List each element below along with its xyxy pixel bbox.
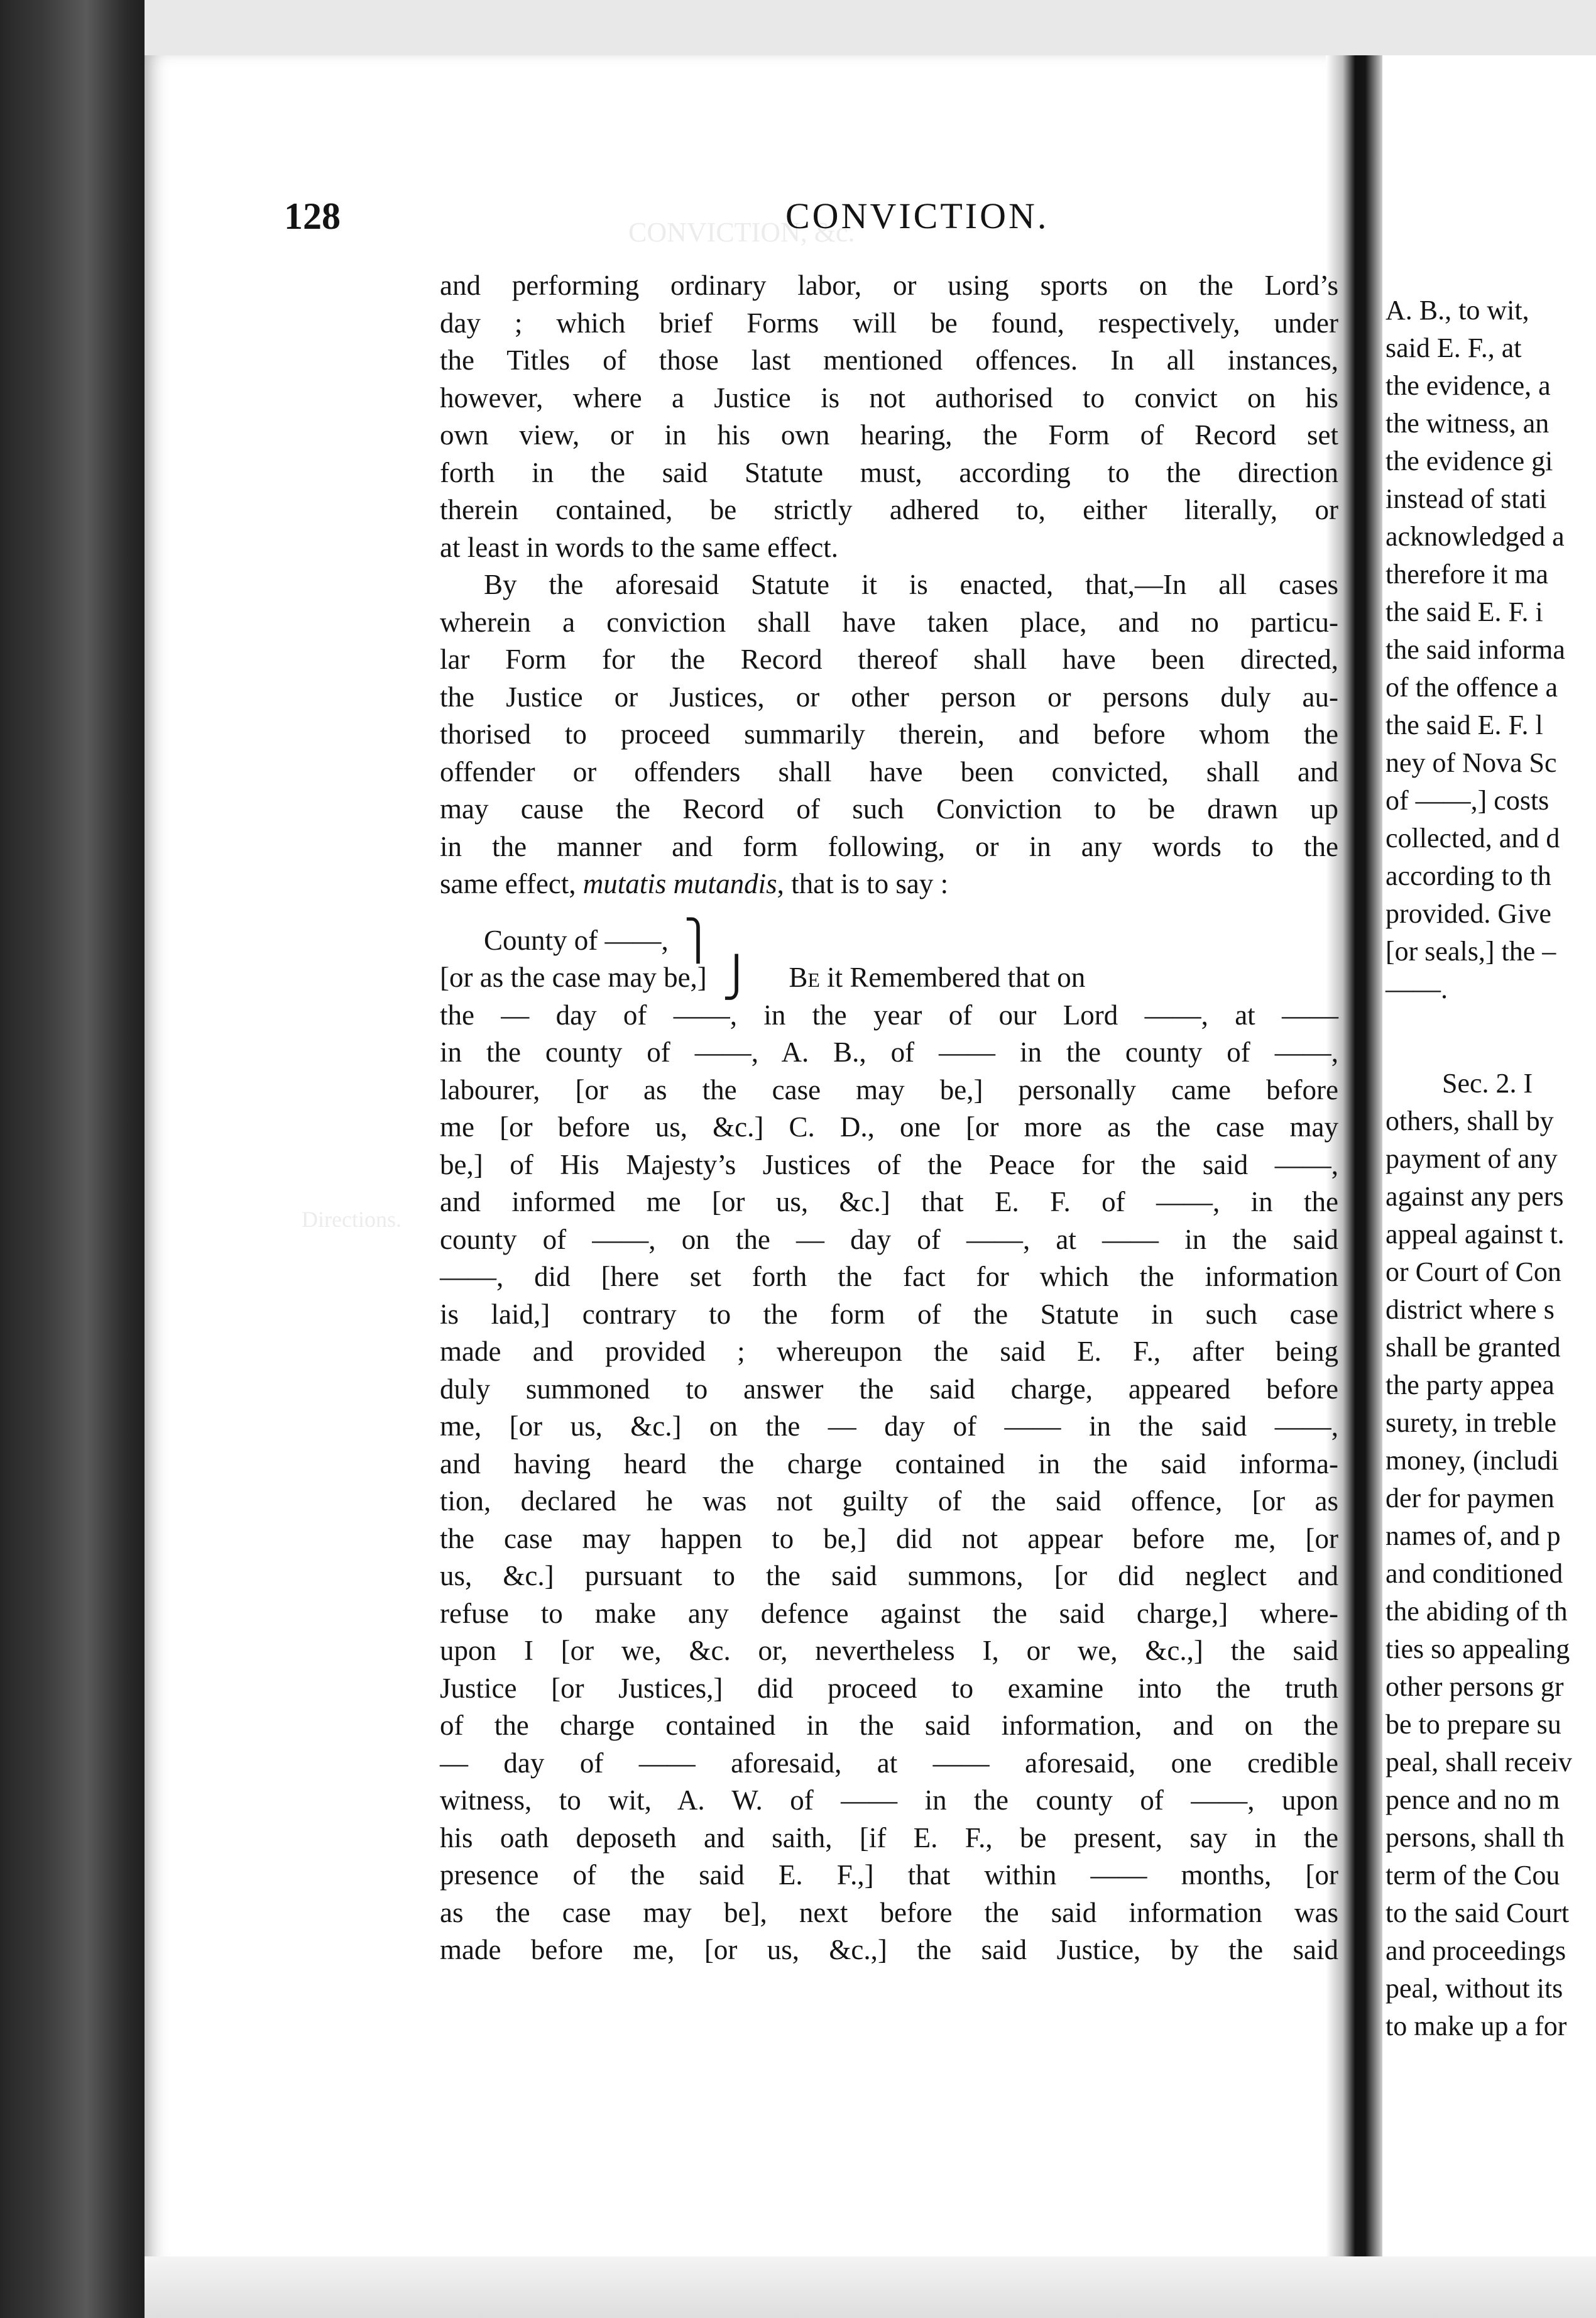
body-line: therein contained, be strictly adhered to, either literally, or xyxy=(440,494,1338,525)
right-line: according to th xyxy=(1386,860,1551,891)
body-line-start: same effect, xyxy=(440,868,583,899)
bleed-through-heading: CONVICTION, &c. xyxy=(628,217,855,248)
form-line: made before me, [or us, &c.,] the said Justice, by the said xyxy=(440,1934,1338,1965)
county-caption: County of ——, xyxy=(484,924,669,956)
body-line: may cause the Record of such Conviction to be drawn up xyxy=(440,793,1338,825)
form-line: is laid,] contrary to the form of the Statute in such case xyxy=(440,1298,1338,1330)
page-bottom-edge xyxy=(145,2256,1596,2318)
right-line: and proceedings xyxy=(1386,1935,1566,1966)
form-line: me [or before us, &c.] C. D., one [or more as the case may xyxy=(440,1111,1338,1143)
right-line: of ——,] costs xyxy=(1386,785,1550,816)
body-line: forth in the said Statute must, according to the direction xyxy=(440,456,1338,488)
body-line xyxy=(440,865,1338,903)
form-line: duly summoned to answer the said charge, appeared before xyxy=(440,1373,1338,1405)
form-line: the case may happen to be,] did not appear before me, [or xyxy=(440,1522,1338,1554)
body-line: and performing ordinary labor, or using sports on the Lord’s xyxy=(440,270,1338,301)
spacer xyxy=(1386,1008,1596,1065)
right-line: the party appea xyxy=(1386,1370,1555,1400)
body-line: thorised to proceed summarily therein, and before whom the xyxy=(440,718,1338,750)
form-line: ——, did [here set forth the fact for which the information xyxy=(440,1261,1338,1292)
right-line: names of, and p xyxy=(1386,1520,1561,1551)
right-line: acknowledged a xyxy=(1386,521,1565,552)
main-body-text xyxy=(440,267,1338,1969)
right-page-text xyxy=(1386,292,1596,2045)
right-line: to the said Court xyxy=(1386,1898,1570,1928)
form-line: made and provided ; whereupon the said E. F., after being xyxy=(440,1336,1338,1367)
right-line: to make up a for xyxy=(1386,2011,1567,2041)
body-line: at least in words to the same effect. xyxy=(440,531,838,563)
form-line: and having heard the charge contained in the said informa- xyxy=(440,1447,1338,1480)
right-line: ——. xyxy=(1386,974,1448,1004)
right-line: be to prepare su xyxy=(1386,1709,1561,1740)
right-line: said E. F., at xyxy=(1386,332,1522,363)
body-line: wherein a conviction shall have taken place, and no particu- xyxy=(440,606,1338,638)
right-line: ties so appealing xyxy=(1386,1634,1570,1664)
bleed-through-margin-note: Directions. xyxy=(302,1207,402,1232)
latin-phrase: mutatis mutandis xyxy=(582,868,777,899)
body-line: however, where a Justice is not authorised to convict on his xyxy=(440,382,1338,414)
right-line: collected, and d xyxy=(1386,823,1560,854)
case-caption: [or as the case may be,] xyxy=(440,962,707,993)
right-line: the said E. F. i xyxy=(1386,596,1543,627)
right-line: der for paymen xyxy=(1386,1483,1555,1513)
form-line: presence of the said E. F.,] that within —— months, [or xyxy=(440,1859,1338,1891)
right-line: money, (includi xyxy=(1386,1445,1559,1476)
right-line: instead of stati xyxy=(1386,483,1547,514)
right-line: appeal against t. xyxy=(1386,1219,1565,1250)
form-line: witness, to wit, A. W. of —— in the county of ——, upon xyxy=(440,1784,1338,1816)
form-line: in the county of ——, A. B., of —— in the county of ——, xyxy=(440,1036,1338,1068)
right-line: persons, shall th xyxy=(1386,1822,1565,1853)
form-line: tion, declared he was not guilty of the said offence, [or as xyxy=(440,1485,1338,1517)
right-line: the said informa xyxy=(1386,634,1565,665)
form-line: be,] of His Majesty’s Justices of the Peace for the said ——, xyxy=(440,1148,1338,1180)
form-line: upon I [or we, &c. or, nevertheless I, or we, &c.,] the said xyxy=(440,1635,1338,1666)
page-number: 128 xyxy=(284,195,341,237)
body-line-end: , that is to say : xyxy=(777,868,949,899)
right-line: the evidence, a xyxy=(1386,370,1551,401)
right-line: ney of Nova Sc xyxy=(1386,747,1557,778)
body-line: in the manner and form following, or in any words to the xyxy=(440,830,1338,862)
right-line: peal, without its xyxy=(1386,1973,1563,2004)
form-county-line xyxy=(440,919,1338,962)
right-line: the said E. F. l xyxy=(1386,710,1543,740)
form-line: county of ——, on the — day of ——, at —— in the said xyxy=(440,1223,1338,1255)
body-line: the Titles of those last mentioned offences. In all instances, xyxy=(440,344,1338,376)
right-line: other persons gr xyxy=(1386,1671,1564,1702)
brace-bottom: ⎭ xyxy=(721,957,752,999)
form-line: of the charge contained in the said information, and on the xyxy=(440,1710,1338,1741)
right-line: the abiding of th xyxy=(1386,1596,1568,1627)
right-line: payment of any xyxy=(1386,1143,1558,1174)
right-line: A. B., to wit, xyxy=(1386,295,1529,326)
form-line: as the case may be], next before the said information was xyxy=(440,1896,1338,1928)
body-line: own view, or in his own hearing, the Form of Record set xyxy=(440,419,1338,451)
be-it-caps: Be xyxy=(789,962,820,993)
right-line: pence and no m xyxy=(1386,1784,1560,1815)
remembered-text: it Remembered that on xyxy=(819,962,1086,993)
form-line: his oath deposeth and saith, [if E. F., be present, say in the xyxy=(440,1821,1338,1854)
right-line: or Court of Con xyxy=(1386,1256,1561,1287)
body-line: By the aforesaid Statute it is enacted, that,—In all cases xyxy=(484,569,1338,600)
form-line: labourer, [or as the case may be,] personally came before xyxy=(440,1074,1338,1106)
right-line: against any pers xyxy=(1386,1181,1564,1212)
right-line: [or seals,] the – xyxy=(1386,936,1556,967)
right-line: shall be granted xyxy=(1386,1332,1561,1363)
right-line: term of the Cou xyxy=(1386,1860,1560,1891)
right-line: provided. Give xyxy=(1386,898,1551,929)
form-line: and informed me [or us, &c.] that E. F. of ——, in the xyxy=(440,1186,1338,1217)
form-case-line xyxy=(440,959,1338,997)
form-line: — day of —— aforesaid, at —— aforesaid, one credible xyxy=(440,1747,1338,1779)
form-line: the — day of ——, in the year of our Lord ——, at —— xyxy=(440,999,1338,1031)
form-line: Justice [or Justices,] did proceed to examine into the truth xyxy=(440,1672,1338,1704)
body-line: offender or offenders shall have been convicted, shall and xyxy=(440,755,1338,788)
right-line: peal, shall receiv xyxy=(1386,1747,1572,1777)
brace-top: ⎫ xyxy=(683,919,713,962)
right-line: and conditioned xyxy=(1386,1558,1563,1589)
body-line: day ; which brief Forms will be found, respectively, under xyxy=(440,307,1338,339)
body-line: the Justice or Justices, or other person or persons duly au- xyxy=(440,681,1338,713)
right-line: the evidence gi xyxy=(1386,446,1553,476)
right-line: therefore it ma xyxy=(1386,559,1548,590)
form-line: refuse to make any defence against the said charge,] where- xyxy=(440,1597,1338,1629)
right-section-heading: Sec. 2. I xyxy=(1442,1068,1533,1099)
book-binding-shadow xyxy=(0,0,145,2318)
right-line: district where s xyxy=(1386,1294,1555,1325)
right-line: the witness, an xyxy=(1386,408,1550,439)
form-line: us, &c.] pursuant to the said summons, [or did neglect and xyxy=(440,1560,1338,1591)
body-line: lar Form for the Record thereof shall have been directed, xyxy=(440,644,1338,675)
right-line: surety, in treble xyxy=(1386,1407,1557,1438)
form-line: me, [or us, &c.] on the — day of —— in the said ——, xyxy=(440,1410,1338,1442)
right-line: others, shall by xyxy=(1386,1106,1554,1136)
spacer xyxy=(440,903,1338,922)
right-line: of the offence a xyxy=(1386,672,1558,703)
running-head: CONVICTION. xyxy=(785,195,1049,236)
